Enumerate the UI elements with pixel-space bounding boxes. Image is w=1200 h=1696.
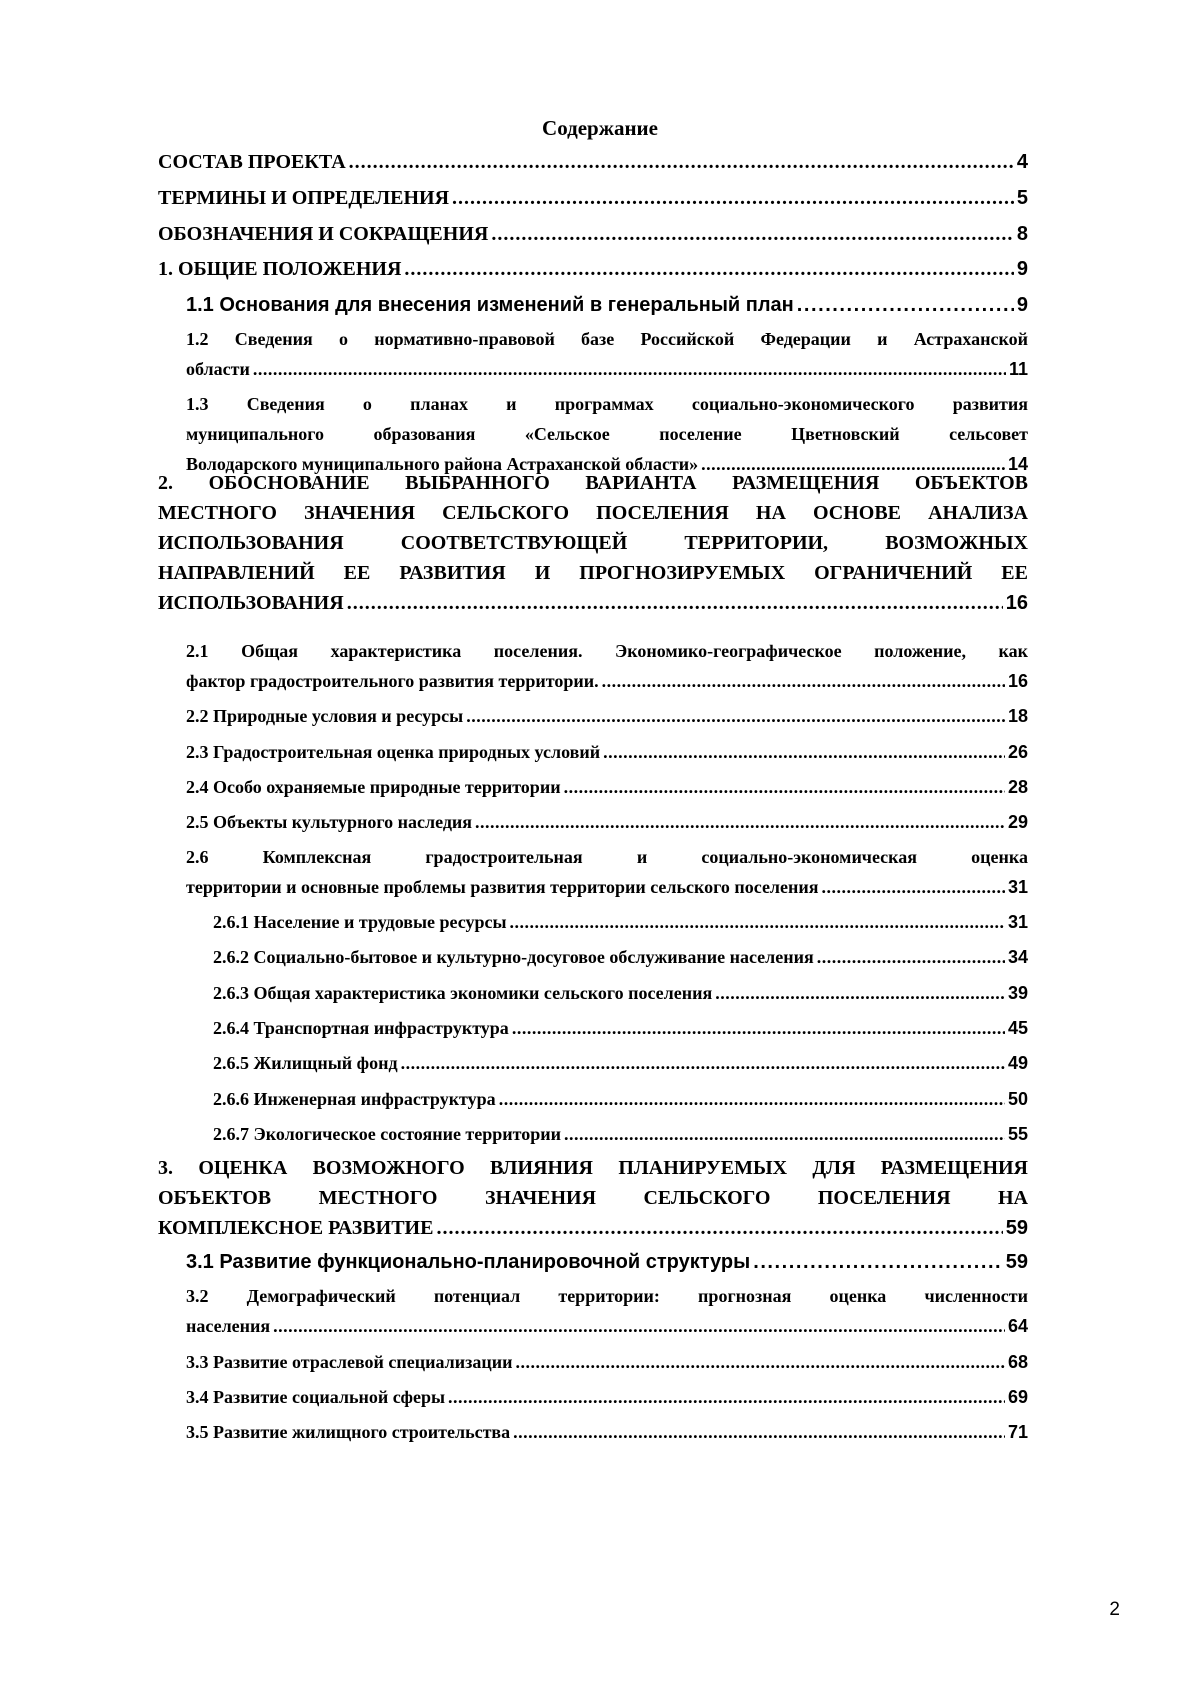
toc-page-number: 59 bbox=[1005, 1251, 1028, 1273]
dot-leader bbox=[822, 872, 1005, 902]
dot-leader bbox=[466, 701, 1005, 731]
toc-entry[interactable] bbox=[186, 772, 1028, 802]
toc-entry[interactable] bbox=[158, 183, 1028, 213]
toc-entry-line bbox=[186, 737, 1028, 767]
toc-entry[interactable] bbox=[186, 389, 1028, 479]
dot-leader bbox=[401, 1048, 1005, 1078]
toc-entry[interactable] bbox=[213, 1119, 1028, 1149]
toc-entry-text: Володарского муниципального района Астраханской области» bbox=[186, 454, 699, 474]
dot-leader bbox=[436, 1213, 1002, 1243]
toc-entry[interactable] bbox=[213, 1013, 1028, 1043]
toc-entry[interactable] bbox=[186, 1247, 1028, 1277]
toc-page-number: 29 bbox=[1007, 812, 1028, 832]
toc-page-number: 49 bbox=[1007, 1053, 1028, 1073]
toc-entry-text: 3.4 Развитие социальной сферы bbox=[186, 1387, 446, 1407]
toc-entry[interactable] bbox=[213, 978, 1028, 1008]
toc-entry-line bbox=[213, 1119, 1028, 1149]
toc-entry[interactable] bbox=[186, 636, 1028, 696]
dot-leader bbox=[515, 1347, 1004, 1377]
toc-page-number: 16 bbox=[1007, 671, 1028, 691]
toc-entry[interactable] bbox=[158, 1153, 1028, 1243]
toc-entry-line bbox=[186, 354, 1028, 384]
toc-page-number: 5 bbox=[1016, 187, 1028, 209]
toc-entry-text: НАПРАВЛЕНИЙ ЕЕ РАЗВИТИЯ И ПРОГНОЗИРУЕМЫХ ОГРАНИЧЕНИЙ ЕЕ bbox=[158, 562, 1028, 584]
dot-leader bbox=[475, 807, 1005, 837]
dot-leader bbox=[817, 942, 1005, 972]
toc-entry-line bbox=[186, 807, 1028, 837]
toc-entry-line bbox=[213, 942, 1028, 972]
toc-entry[interactable] bbox=[213, 907, 1028, 937]
toc-entry[interactable] bbox=[186, 1417, 1028, 1447]
toc-page-number: 50 bbox=[1007, 1089, 1028, 1109]
toc-entry-text: СОСТАВ ПРОЕКТА bbox=[158, 151, 346, 173]
toc-entry-line bbox=[213, 978, 1028, 1008]
toc-entry-line bbox=[186, 1417, 1028, 1447]
toc-page-number: 31 bbox=[1007, 912, 1028, 932]
toc-page-number: 31 bbox=[1007, 877, 1028, 897]
dot-leader bbox=[253, 354, 1006, 384]
toc-entry-line bbox=[186, 1347, 1028, 1377]
toc-entry-line bbox=[158, 1213, 1028, 1243]
toc-page-number: 11 bbox=[1008, 359, 1028, 379]
toc-entry-line bbox=[213, 907, 1028, 937]
toc-entry[interactable] bbox=[186, 701, 1028, 731]
toc-page-number: 9 bbox=[1016, 294, 1028, 316]
dot-leader bbox=[510, 907, 1005, 937]
toc-entry-line bbox=[213, 1048, 1028, 1078]
dot-leader bbox=[404, 254, 1013, 284]
dot-leader bbox=[603, 737, 1005, 767]
toc-entry[interactable] bbox=[158, 219, 1028, 249]
toc-entry-line bbox=[186, 1382, 1028, 1412]
dot-leader bbox=[564, 772, 1005, 802]
toc-page-number: 14 bbox=[1007, 454, 1028, 474]
toc-entry-text: 2.6.6 Инженерная инфраструктура bbox=[213, 1089, 496, 1109]
toc-entry-text: МЕСТНОГО ЗНАЧЕНИЯ СЕЛЬСКОГО ПОСЕЛЕНИЯ НА ОСНОВЕ АНАЛИЗА bbox=[158, 502, 1028, 524]
toc-entry-line bbox=[186, 290, 1028, 320]
toc-entry-line bbox=[186, 1311, 1028, 1341]
toc-entry-text: 2.6.5 Жилищный фонд bbox=[213, 1053, 398, 1073]
toc-entry-line bbox=[186, 701, 1028, 731]
toc-entry-text: КОМПЛЕКСНОЕ РАЗВИТИЕ bbox=[158, 1217, 434, 1239]
toc-entry-text: 3.1 Развитие функционально-планировочной структуры bbox=[186, 1251, 751, 1273]
toc-page-number: 69 bbox=[1007, 1387, 1028, 1407]
toc-entry-text: 2.6 Комплексная градостроительная и социально-экономическая оценка bbox=[186, 847, 1028, 867]
toc-entry[interactable] bbox=[186, 807, 1028, 837]
toc-page-number: 8 bbox=[1016, 223, 1028, 245]
toc-entry-text: ИСПОЛЬЗОВАНИЯ bbox=[158, 592, 344, 614]
toc-entry-line bbox=[213, 1013, 1028, 1043]
toc-entry-text: 2.6.2 Социально-бытовое и культурно-досуговое обслуживание населения bbox=[213, 947, 814, 967]
toc-entry-text: ИСПОЛЬЗОВАНИЯ СООТВЕТСТВУЮЩЕЙ ТЕРРИТОРИИ, ВОЗМОЖНЫХ bbox=[158, 532, 1028, 554]
toc-entry[interactable] bbox=[213, 1048, 1028, 1078]
toc-page-number: 64 bbox=[1007, 1316, 1028, 1336]
toc-entry-text: области bbox=[186, 359, 250, 379]
toc-entry-line bbox=[186, 872, 1028, 902]
toc-page-number: 18 bbox=[1007, 706, 1028, 726]
toc-page-number: 39 bbox=[1007, 983, 1028, 1003]
toc-entry-text: территории и основные проблемы развития территории сельского поселения bbox=[186, 877, 819, 897]
dot-leader bbox=[797, 290, 1014, 320]
toc-page-number: 28 bbox=[1007, 777, 1028, 797]
toc-page-number: 34 bbox=[1007, 947, 1028, 967]
dot-leader bbox=[715, 978, 1005, 1008]
dot-leader bbox=[753, 1247, 1003, 1277]
dot-leader bbox=[349, 147, 1014, 177]
toc-title: Содержание bbox=[542, 116, 658, 140]
toc-entry[interactable] bbox=[186, 737, 1028, 767]
dot-leader bbox=[512, 1013, 1005, 1043]
toc-entry[interactable] bbox=[186, 290, 1028, 320]
toc-entry-text: 2. ОБОСНОВАНИЕ ВЫБРАННОГО ВАРИАНТА РАЗМЕЩЕНИЯ ОБЪЕКТОВ bbox=[158, 472, 1028, 494]
toc-entry-text: 2.1 Общая характеристика поселения. Экономико-географическое положение, как bbox=[186, 641, 1028, 661]
page-number: 2 bbox=[1109, 1599, 1120, 1620]
toc-entry-line bbox=[158, 219, 1028, 249]
toc-entry-text: 3. ОЦЕНКА ВОЗМОЖНОГО ВЛИЯНИЯ ПЛАНИРУЕМЫХ ДЛЯ РАЗМЕЩЕНИЯ bbox=[158, 1157, 1028, 1179]
toc-entry[interactable] bbox=[186, 1281, 1028, 1341]
toc-entry-line bbox=[158, 254, 1028, 284]
toc-page-number: 55 bbox=[1007, 1124, 1028, 1144]
toc-entry[interactable] bbox=[158, 254, 1028, 284]
toc-entry[interactable] bbox=[213, 942, 1028, 972]
toc-entry-text: 1.2 Сведения о нормативно-правовой базе Российской Федерации и Астраханской bbox=[186, 329, 1028, 349]
toc-entry-text: ОБЪЕКТОВ МЕСТНОГО ЗНАЧЕНИЯ СЕЛЬСКОГО ПОСЕЛЕНИЯ НА bbox=[158, 1187, 1028, 1209]
dot-leader bbox=[347, 588, 1003, 618]
toc-page-number: 16 bbox=[1005, 592, 1028, 614]
toc-entry[interactable] bbox=[158, 147, 1028, 177]
toc-entry-text: 2.4 Особо охраняемые природные территории bbox=[186, 777, 561, 797]
toc-entry-text: 1.3 Сведения о планах и программах социально-экономического развития bbox=[186, 394, 1028, 414]
toc-entry[interactable] bbox=[186, 1382, 1028, 1412]
toc-entry-text: 1. ОБЩИЕ ПОЛОЖЕНИЯ bbox=[158, 258, 402, 280]
toc-page-number: 4 bbox=[1016, 151, 1028, 173]
toc-entry-text: 2.5 Объекты культурного наследия bbox=[186, 812, 473, 832]
toc-entry-text: 1.1 Основания для внесения изменений в генеральный план bbox=[186, 294, 794, 316]
toc-entry-text: муниципального образования «Сельское поселение Цветновский сельсовет bbox=[186, 424, 1028, 444]
toc-page-number: 71 bbox=[1007, 1422, 1028, 1442]
toc-entry-text: 2.6.1 Население и трудовые ресурсы bbox=[213, 912, 507, 932]
toc-entry-text: фактор градостроительного развития территории. bbox=[186, 671, 599, 691]
toc-entry[interactable] bbox=[186, 842, 1028, 902]
toc-entry-line bbox=[186, 666, 1028, 696]
dot-leader bbox=[499, 1084, 1005, 1114]
dot-leader bbox=[491, 219, 1014, 249]
dot-leader bbox=[513, 1417, 1005, 1447]
toc-entry[interactable] bbox=[213, 1084, 1028, 1114]
toc-entry-line bbox=[158, 183, 1028, 213]
toc-page-number: 45 bbox=[1007, 1018, 1028, 1038]
toc-entry[interactable] bbox=[186, 324, 1028, 384]
toc-entry-line bbox=[186, 1247, 1028, 1277]
dot-leader bbox=[564, 1119, 1005, 1149]
toc-entry-text: 2.2 Природные условия и ресурсы bbox=[186, 706, 464, 726]
dot-leader bbox=[273, 1311, 1005, 1341]
toc-page-number: 59 bbox=[1005, 1217, 1028, 1239]
toc-entry-text: 3.2 Демографический потенциал территории: прогнозная оценка численности bbox=[186, 1286, 1028, 1306]
toc-entry-text: 2.6.3 Общая характеристика экономики сельского поселения bbox=[213, 983, 713, 1003]
toc-entry-line bbox=[158, 147, 1028, 177]
toc-page-number: 26 bbox=[1007, 742, 1028, 762]
toc-entry-line bbox=[158, 588, 1028, 618]
toc-entry-text: ТЕРМИНЫ И ОПРЕДЕЛЕНИЯ bbox=[158, 187, 450, 209]
toc-entry-text: населения bbox=[186, 1316, 271, 1336]
toc-entry-text: 2.3 Градостроительная оценка природных условий bbox=[186, 742, 601, 762]
toc-entry-text: 3.5 Развитие жилищного строительства bbox=[186, 1422, 511, 1442]
dot-leader bbox=[452, 183, 1014, 213]
toc-entry-text: ОБОЗНАЧЕНИЯ И СОКРАЩЕНИЯ bbox=[158, 223, 489, 245]
dot-leader bbox=[602, 666, 1005, 696]
toc-entry-text: 2.6.4 Транспортная инфраструктура bbox=[213, 1018, 509, 1038]
toc-entry-text: 2.6.7 Экологическое состояние территории bbox=[213, 1124, 562, 1144]
toc-entry-text: 3.3 Развитие отраслевой специализации bbox=[186, 1352, 513, 1372]
toc-entry-line bbox=[186, 772, 1028, 802]
toc-page-number: 68 bbox=[1007, 1352, 1028, 1372]
toc-entry-line bbox=[213, 1084, 1028, 1114]
dot-leader bbox=[448, 1382, 1005, 1412]
toc-entry[interactable] bbox=[186, 1347, 1028, 1377]
toc-entry[interactable] bbox=[158, 468, 1028, 618]
toc-page-number: 9 bbox=[1016, 258, 1028, 280]
